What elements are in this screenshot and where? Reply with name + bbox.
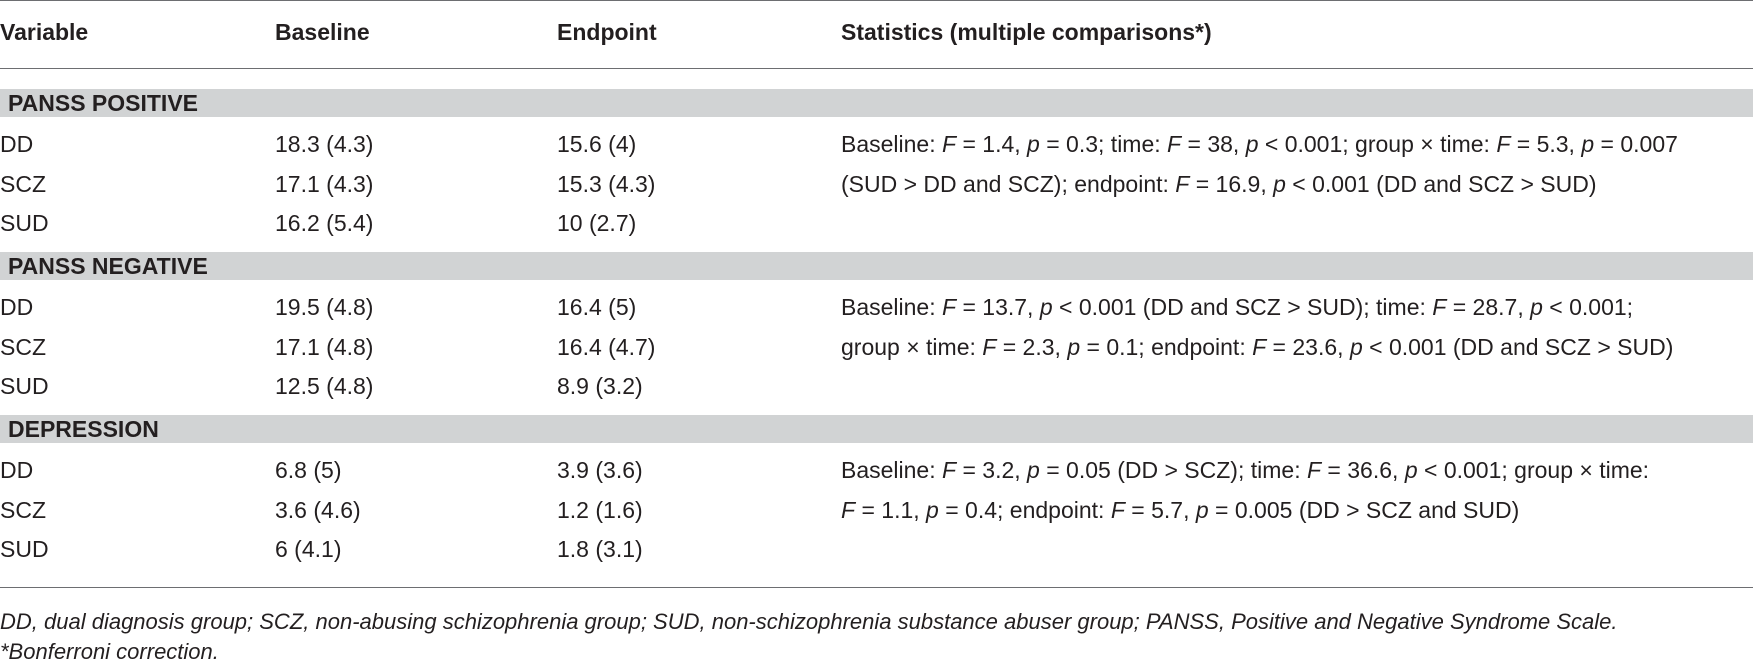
bottom-rule xyxy=(0,587,1753,588)
row-baseline: 3.6 (4.6) xyxy=(275,497,361,523)
statistics-line: (SUD > DD and SCZ); endpoint: F = 16.9, p < 0.001 (DD and SCZ > SUD) xyxy=(841,171,1597,197)
top-rule xyxy=(0,0,1753,1)
statistics-line: F = 1.1, p = 0.4; endpoint: F = 5.7, p = 0.005 (DD > SCZ and SUD) xyxy=(841,497,1520,523)
row-group: SUD xyxy=(0,373,49,399)
row-endpoint: 8.9 (3.2) xyxy=(557,373,643,399)
statistics-line: Baseline: F = 3.2, p = 0.05 (DD > SCZ); time: F = 36.6, p < 0.001; group × time: xyxy=(841,457,1650,483)
footnote-correction: *Bonferroni correction. xyxy=(0,639,219,664)
row-baseline: 6 (4.1) xyxy=(275,536,342,562)
row-endpoint: 16.4 (4.7) xyxy=(557,334,656,360)
statistics-panss-negative xyxy=(841,287,1673,367)
row-group: SCZ xyxy=(0,171,46,197)
header-statistics: Statistics (multiple comparisons*) xyxy=(841,19,1212,45)
section-title-panss-negative: PANSS NEGATIVE xyxy=(8,253,208,279)
row-baseline: 6.8 (5) xyxy=(275,457,342,483)
row-group: DD xyxy=(0,457,34,483)
row-endpoint: 15.3 (4.3) xyxy=(557,171,656,197)
row-baseline: 12.5 (4.8) xyxy=(275,373,374,399)
footnote-abbreviations: DD, dual diagnosis group; SCZ, non-abusing schizophrenia group; SUD, non-schizophrenia substance abuser group; PANSS, Positive and Negative Syndrome Scale. xyxy=(0,609,1618,634)
header-variable: Variable xyxy=(0,19,89,45)
row-group: DD xyxy=(0,131,34,157)
row-baseline: 18.3 (4.3) xyxy=(275,131,374,157)
row-group: SCZ xyxy=(0,497,46,523)
section-title-panss-positive: PANSS POSITIVE xyxy=(8,90,199,116)
statistics-panss-positive xyxy=(841,124,1678,204)
header-baseline: Baseline xyxy=(275,19,370,45)
row-group: DD xyxy=(0,294,34,320)
section-band-panss-negative xyxy=(0,252,1753,280)
statistics-line: Baseline: F = 13.7, p < 0.001 (DD and SCZ > SUD); time: F = 28.7, p < 0.001; xyxy=(841,294,1634,320)
row-baseline: 17.1 (4.8) xyxy=(275,334,374,360)
row-endpoint: 1.2 (1.6) xyxy=(557,497,643,523)
row-group: SCZ xyxy=(0,334,46,360)
row-endpoint: 3.9 (3.6) xyxy=(557,457,643,483)
header-endpoint: Endpoint xyxy=(557,19,657,45)
statistics-line: Baseline: F = 1.4, p = 0.3; time: F = 38, p < 0.001; group × time: F = 5.3, p = 0.007 xyxy=(841,131,1678,157)
row-baseline: 16.2 (5.4) xyxy=(275,210,374,236)
statistics-depression xyxy=(841,450,1649,530)
row-endpoint: 15.6 (4) xyxy=(557,131,637,157)
statistics-line: group × time: F = 2.3, p = 0.1; endpoint: F = 23.6, p < 0.001 (DD and SCZ > SUD) xyxy=(841,334,1674,360)
row-endpoint: 1.8 (3.1) xyxy=(557,536,643,562)
section-title-depression: DEPRESSION xyxy=(8,416,159,442)
section-band-depression xyxy=(0,415,1753,443)
row-baseline: 19.5 (4.8) xyxy=(275,294,374,320)
row-group: SUD xyxy=(0,210,49,236)
header-rule xyxy=(0,68,1753,69)
row-endpoint: 16.4 (5) xyxy=(557,294,637,320)
row-endpoint: 10 (2.7) xyxy=(557,210,637,236)
row-group: SUD xyxy=(0,536,49,562)
row-baseline: 17.1 (4.3) xyxy=(275,171,374,197)
section-band-panss-positive xyxy=(0,89,1753,117)
